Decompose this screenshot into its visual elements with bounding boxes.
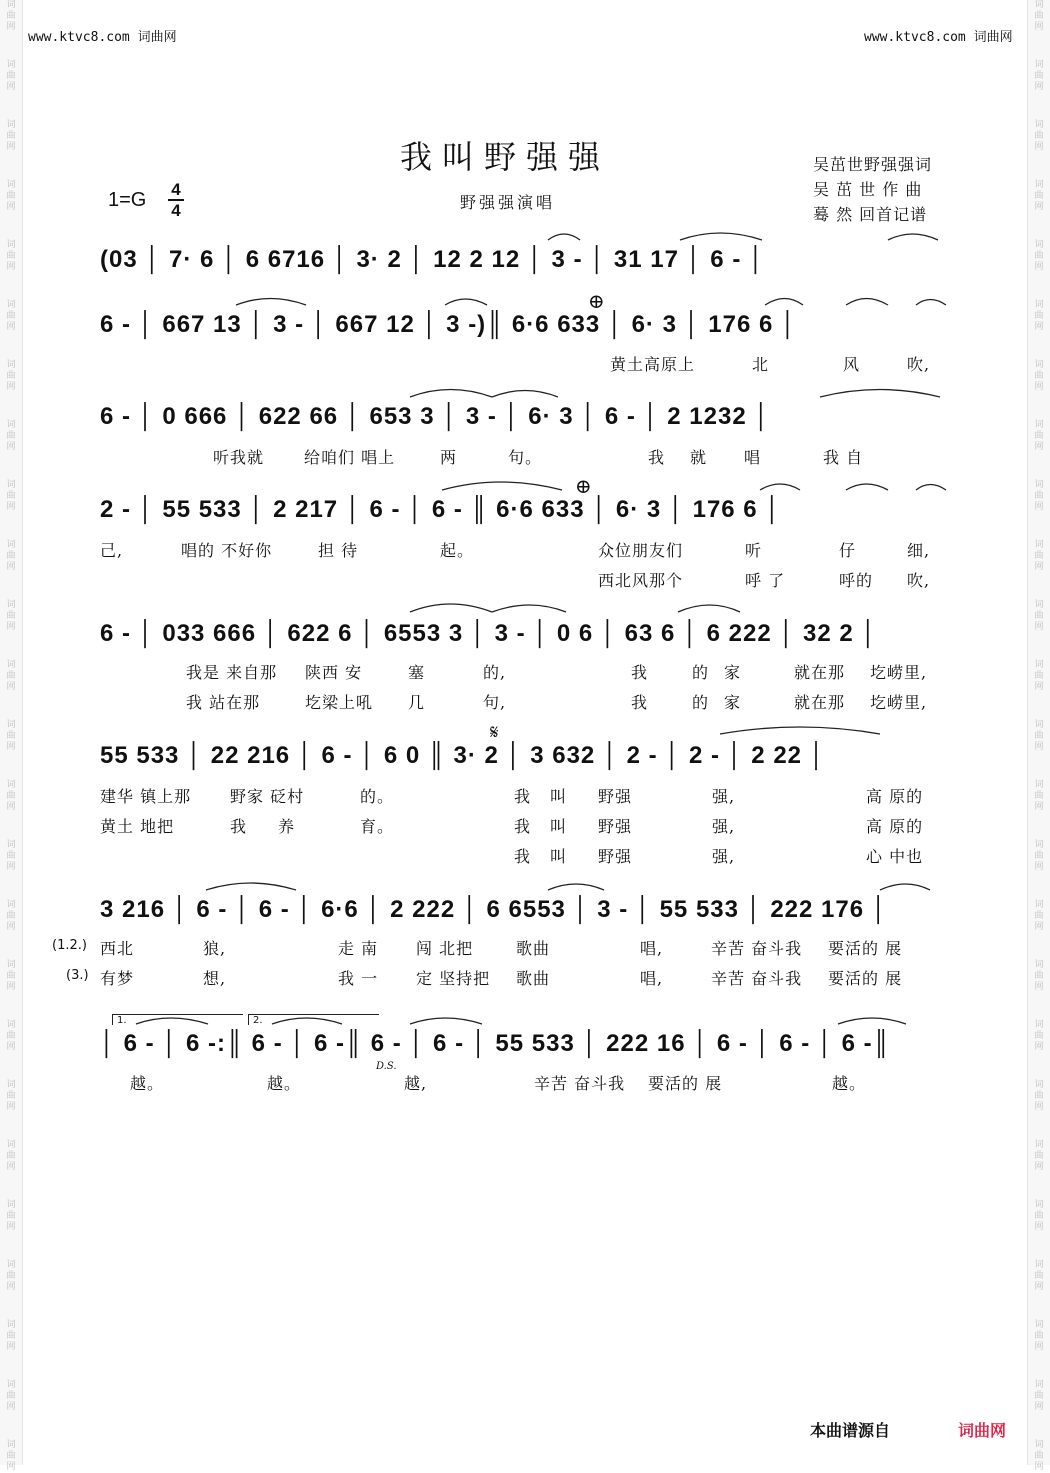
lyric-word: 心 中也 bbox=[866, 847, 924, 866]
side-watermark-text: 词曲网 bbox=[6, 720, 16, 752]
header-right-watermark bbox=[864, 26, 1013, 45]
side-watermark-text: 词曲网 bbox=[1034, 1020, 1044, 1052]
score-line-3: 6 - │ 0 666 │ 622 66 │ 653 3 │ 3 - │ 6· 3 │ 6 - │ 2 1232 │ bbox=[100, 403, 771, 430]
side-watermark-text: 词曲网 bbox=[1034, 1440, 1044, 1472]
side-watermark-text: 词曲网 bbox=[6, 240, 16, 272]
side-watermark-text: 词曲网 bbox=[6, 0, 16, 32]
volta-label-1: 1. bbox=[117, 1015, 127, 1026]
lyric-word: 辛苦 奋斗我 bbox=[711, 939, 803, 958]
time-sig-top: 4 bbox=[171, 180, 181, 199]
lyric-word: 西北 bbox=[100, 939, 135, 958]
singer-line: 野强强演唱 bbox=[460, 193, 556, 212]
lyric-word: 越, bbox=[404, 1074, 428, 1093]
score-line-2: 6 - │ 667 13 │ 3 - │ 667 12 │ 3 -)║ 6·6 633 │ 6· 3 │ 176 6 │ bbox=[100, 311, 797, 338]
lyric-word: 我是 来自那 bbox=[186, 663, 278, 682]
lyric-word: 我 bbox=[514, 787, 532, 806]
lyric-word: 家 bbox=[724, 663, 742, 682]
side-watermark-text: 词曲网 bbox=[1034, 900, 1044, 932]
side-watermark-text: 词曲网 bbox=[1034, 360, 1044, 392]
lyric-word: 我 站在那 bbox=[186, 693, 261, 712]
lyric-word: 我 bbox=[631, 663, 649, 682]
lyric-word: 想, bbox=[203, 969, 227, 988]
score-line-5: 6 - │ 033 666 │ 622 6 │ 6553 3 │ 3 - │ 0 6 │ 63 6 │ 6 222 │ 32 2 │ bbox=[100, 620, 878, 647]
lyric-word: 叫 bbox=[550, 787, 568, 806]
lyric-word: 定 坚持把 bbox=[416, 969, 491, 988]
lyric-word: 句。 bbox=[508, 448, 543, 467]
dal-segno-mark: D.S. bbox=[376, 1061, 397, 1072]
lyric-word: 辛苦 奋斗我 bbox=[711, 969, 803, 988]
side-watermark-text: 词曲网 bbox=[1034, 1140, 1044, 1172]
score-line-6: 55 533 │ 22 216 │ 6 - │ 6 0 ║ 3· 2 │ 3 632 │ 2 - │ 2 - │ 2 22 │ bbox=[100, 742, 826, 769]
side-watermark-text: 词曲网 bbox=[1034, 600, 1044, 632]
side-watermark-text: 词曲网 bbox=[1034, 120, 1044, 152]
side-watermark-text: 词曲网 bbox=[1034, 1080, 1044, 1112]
lyric-word: 圪梁上吼 bbox=[305, 693, 374, 712]
side-watermark-text: 词曲网 bbox=[6, 1080, 16, 1112]
lyric-word: 仔 bbox=[839, 541, 857, 560]
side-watermark-text: 词曲网 bbox=[1034, 480, 1044, 512]
lyric-word: 风 bbox=[843, 355, 861, 374]
footer-source-label: 本曲谱源自 bbox=[810, 1421, 891, 1440]
lyric-word: 几 bbox=[408, 693, 426, 712]
side-watermark-text: 词曲网 bbox=[6, 480, 16, 512]
lyric-word: 西北风那个 bbox=[598, 571, 684, 590]
side-watermark-text: 词曲网 bbox=[1034, 1260, 1044, 1292]
side-watermark-text: 词曲网 bbox=[6, 1440, 16, 1472]
lyric-word: 唱的 不好你 bbox=[181, 541, 273, 560]
side-watermark-text: 词曲网 bbox=[6, 360, 16, 392]
score-line-8: │ 6 - │ 6 -:║ 6 - │ 6 -║ 6 - │ 6 - │ 55 533 │ 222 16 │ 6 - │ 6 - │ 6 -║ bbox=[100, 1030, 891, 1057]
lyric-word: 歌曲 bbox=[516, 939, 551, 958]
lyric-word: 强, bbox=[712, 847, 736, 866]
lyric-word: 呼的 bbox=[839, 571, 874, 590]
lyric-word: 就在那 bbox=[794, 663, 846, 682]
lyric-word: 吹, bbox=[907, 571, 931, 590]
time-signature bbox=[166, 180, 186, 220]
lyric-word: 高 原的 bbox=[866, 817, 924, 836]
side-watermark-text: 词曲网 bbox=[1034, 420, 1044, 452]
lyric-word: 就在那 bbox=[794, 693, 846, 712]
score-line-4: 2 - │ 55 533 │ 2 217 │ 6 - │ 6 - ║ 6·6 633 │ 6· 3 │ 176 6 │ bbox=[100, 496, 782, 523]
lyric-word: 陕西 安 bbox=[305, 663, 363, 682]
lyric-word: 养 bbox=[278, 817, 296, 836]
lyric-word: 歌曲 bbox=[516, 969, 551, 988]
lyric-word: 辛苦 奋斗我 bbox=[534, 1074, 626, 1093]
side-watermark-text: 词曲网 bbox=[6, 420, 16, 452]
lyric-word: 的 bbox=[692, 663, 710, 682]
side-watermark-text: 词曲网 bbox=[6, 540, 16, 572]
lyric-word: 给咱们 唱上 bbox=[304, 448, 396, 467]
lyric-word: 呼 了 bbox=[745, 571, 786, 590]
lyric-word: 就 bbox=[690, 448, 708, 467]
side-watermark-text: 词曲网 bbox=[1034, 960, 1044, 992]
side-watermark-text: 词曲网 bbox=[1034, 1380, 1044, 1412]
lyric-word: 狼, bbox=[203, 939, 227, 958]
lyric-word: 走 南 bbox=[338, 939, 379, 958]
verse-label-3: (3.) bbox=[66, 968, 89, 983]
side-watermark-text: 词曲网 bbox=[1034, 60, 1044, 92]
lyric-word: 要活的 展 bbox=[828, 969, 903, 988]
lyric-word: 越。 bbox=[130, 1074, 165, 1093]
song-title: 我叫野强强 bbox=[400, 138, 611, 176]
side-watermark-text: 词曲网 bbox=[1034, 540, 1044, 572]
side-watermark-text: 词曲网 bbox=[6, 600, 16, 632]
lyric-word: 吹, bbox=[907, 355, 931, 374]
credit-lyricist: 吴茁世野强强词 bbox=[813, 155, 933, 174]
header-right-site: 词曲网 bbox=[973, 30, 1013, 45]
time-sig-bottom: 4 bbox=[171, 201, 181, 220]
lyric-word: 育。 bbox=[360, 817, 395, 836]
side-watermark-text: 词曲网 bbox=[1034, 300, 1044, 332]
side-watermark-text: 词曲网 bbox=[6, 780, 16, 812]
side-watermark-text: 词曲网 bbox=[6, 180, 16, 212]
side-watermark-text: 词曲网 bbox=[1034, 0, 1044, 32]
lyric-word: 我 自 bbox=[823, 448, 864, 467]
key-signature: 1=G bbox=[108, 189, 147, 211]
side-watermark-text: 词曲网 bbox=[1034, 180, 1044, 212]
header-left-watermark bbox=[28, 26, 177, 45]
lyric-word: 的 bbox=[692, 693, 710, 712]
lyric-word: 黄土 地把 bbox=[100, 817, 175, 836]
lyric-word: 唱, bbox=[640, 939, 664, 958]
lyric-word: 担 待 bbox=[318, 541, 359, 560]
lyric-word: 我 bbox=[631, 693, 649, 712]
lyric-word: 起。 bbox=[440, 541, 475, 560]
side-watermark-text: 词曲网 bbox=[6, 120, 16, 152]
lyric-word: 要活的 展 bbox=[648, 1074, 723, 1093]
lyric-word: 我 bbox=[514, 847, 532, 866]
lyric-word: 听 bbox=[745, 541, 763, 560]
lyric-word: 两 bbox=[440, 448, 458, 467]
lyric-word: 高 原的 bbox=[866, 787, 924, 806]
side-watermark-text: 词曲网 bbox=[1034, 720, 1044, 752]
right-watermark-strip bbox=[1027, 0, 1050, 1472]
volta-bracket-2 bbox=[248, 1014, 379, 1025]
lyric-word: 己, bbox=[100, 541, 124, 560]
side-watermark-text: 词曲网 bbox=[1034, 840, 1044, 872]
side-watermark-text: 词曲网 bbox=[6, 1140, 16, 1172]
side-watermark-text: 词曲网 bbox=[1034, 240, 1044, 272]
side-watermark-text: 词曲网 bbox=[6, 60, 16, 92]
side-watermark-text: 词曲网 bbox=[6, 300, 16, 332]
lyric-word: 圪崂里, bbox=[870, 663, 928, 682]
volta-bracket-1 bbox=[112, 1014, 243, 1025]
lyric-word: 野家 砭村 bbox=[230, 787, 305, 806]
lyric-word: 闯 北把 bbox=[416, 939, 474, 958]
coda-mark: ⊕ bbox=[588, 289, 605, 313]
credit-transcriber: 蓦 然 回首记谱 bbox=[813, 205, 928, 224]
lyric-word: 的。 bbox=[360, 787, 395, 806]
lyric-word: 我 bbox=[648, 448, 666, 467]
lyric-word: 北 bbox=[752, 355, 770, 374]
side-watermark-text: 词曲网 bbox=[6, 1380, 16, 1412]
lyric-word: 叫 bbox=[550, 817, 568, 836]
side-watermark-text: 词曲网 bbox=[6, 1200, 16, 1232]
lyric-word: 圪崂里, bbox=[870, 693, 928, 712]
lyric-word: 强, bbox=[712, 817, 736, 836]
lyric-word: 野强 bbox=[598, 847, 633, 866]
header-right-url: www.ktvc8.com bbox=[864, 30, 966, 45]
side-watermark-text: 词曲网 bbox=[1034, 1200, 1044, 1232]
lyric-word: 句, bbox=[483, 693, 507, 712]
lyric-word: 我 bbox=[230, 817, 248, 836]
lyric-word: 听我就 bbox=[213, 448, 265, 467]
side-watermark-text: 词曲网 bbox=[6, 840, 16, 872]
side-watermark-text: 词曲网 bbox=[1034, 780, 1044, 812]
score-line-7: 3 216 │ 6 - │ 6 - │ 6·6 │ 2 222 │ 6 6553 │ 3 - │ 55 533 │ 222 176 │ bbox=[100, 896, 888, 923]
lyric-word: 我 bbox=[514, 817, 532, 836]
side-watermark-text: 词曲网 bbox=[6, 1320, 16, 1352]
side-watermark-text: 词曲网 bbox=[6, 1260, 16, 1292]
lyric-word: 野强 bbox=[598, 817, 633, 836]
header-left-site: 词曲网 bbox=[137, 30, 177, 45]
lyric-word: 的, bbox=[483, 663, 507, 682]
score-line-1: (03 │ 7· 6 │ 6 6716 │ 3· 2 │ 12 2 12 │ 3 - │ 31 17 │ 6 - │ bbox=[100, 246, 765, 273]
segno-mark: 𝄋 bbox=[490, 720, 499, 744]
lyric-word: 唱, bbox=[640, 969, 664, 988]
lyric-word: 要活的 展 bbox=[828, 939, 903, 958]
coda-mark-2: ⊕ bbox=[575, 474, 592, 498]
volta-label-2: 2. bbox=[253, 1015, 263, 1026]
side-watermark-text: 词曲网 bbox=[6, 1020, 16, 1052]
lyric-word: 细, bbox=[907, 541, 931, 560]
side-watermark-text: 词曲网 bbox=[1034, 1320, 1044, 1352]
verse-label-1-2: (1.2.) bbox=[52, 938, 87, 953]
side-watermark-text: 词曲网 bbox=[6, 660, 16, 692]
lyric-word: 强, bbox=[712, 787, 736, 806]
side-watermark-text: 词曲网 bbox=[6, 900, 16, 932]
lyric-word: 众位朋友们 bbox=[598, 541, 684, 560]
header-left-url: www.ktvc8.com bbox=[28, 30, 130, 45]
lyric-word: 家 bbox=[724, 693, 742, 712]
lyric-word: 越。 bbox=[832, 1074, 867, 1093]
lyric-word: 塞 bbox=[408, 663, 426, 682]
side-watermark-text: 词曲网 bbox=[6, 960, 16, 992]
lyric-word: 建华 镇上那 bbox=[100, 787, 192, 806]
lyric-word: 有梦 bbox=[100, 969, 135, 988]
lyric-word: 我 一 bbox=[338, 969, 379, 988]
lyric-word: 唱 bbox=[744, 448, 762, 467]
lyric-word: 黄土高原上 bbox=[610, 355, 696, 374]
lyric-word: 野强 bbox=[598, 787, 633, 806]
lyric-word: 越。 bbox=[267, 1074, 302, 1093]
footer-source-site[interactable]: 词曲网 bbox=[958, 1421, 1007, 1440]
lyric-word: 叫 bbox=[550, 847, 568, 866]
left-watermark-strip bbox=[0, 0, 23, 1472]
side-watermark-text: 词曲网 bbox=[1034, 660, 1044, 692]
credit-composer: 吴 茁 世 作 曲 bbox=[813, 180, 923, 199]
